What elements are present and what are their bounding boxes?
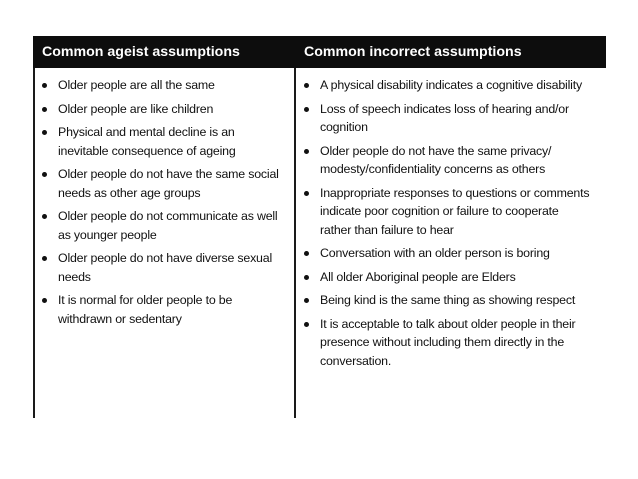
left-item-line: It is normal for older people to be	[58, 293, 233, 307]
bullet-icon	[304, 298, 309, 303]
left-item-line: Older people do not have the same social	[58, 167, 279, 181]
right-item-line: rather than failure to hear	[320, 222, 454, 237]
table-left-border	[33, 68, 35, 418]
left-item-line: needs as other age groups	[58, 185, 201, 200]
right-item	[303, 244, 603, 263]
bullet-icon	[42, 298, 47, 303]
bullet-icon	[304, 83, 309, 88]
column-divider	[294, 68, 296, 418]
bullet-icon	[42, 130, 47, 135]
left-item	[41, 165, 289, 202]
bullet-icon	[304, 251, 309, 256]
right-item	[303, 291, 603, 310]
right-item	[303, 76, 603, 95]
right-item-line: presence without including them directly in the	[320, 335, 565, 349]
right-item-line: Inappropriate responses to questions or comments	[320, 185, 590, 200]
right-column-header: Common incorrect assumptions	[304, 44, 522, 60]
right-item-line: conversation.	[320, 353, 392, 368]
right-item-line: cognition	[320, 120, 368, 134]
right-item	[303, 268, 603, 287]
right-item-line: Being kind is the same thing as showing respect	[320, 293, 576, 307]
left-item-line: Older people do not communicate as well	[58, 209, 278, 223]
right-item-line: indicate poor cognition or failure to cooperate	[320, 204, 559, 218]
bullet-icon	[42, 214, 47, 219]
right-item-line: A physical disability indicates a cognitive disability	[320, 78, 582, 92]
right-item-line: modesty/confidentiality concerns as others	[320, 162, 546, 176]
right-item	[303, 315, 603, 371]
bullet-icon	[304, 191, 309, 196]
bullet-icon	[42, 107, 47, 112]
left-item	[41, 207, 289, 244]
right-item	[303, 184, 603, 240]
left-item	[41, 249, 289, 286]
left-item-line: inevitable consequence of ageing	[58, 143, 236, 158]
left-item-line: as younger people	[58, 227, 157, 242]
right-item-line: Older people do not have the same privacy/	[320, 143, 552, 158]
bullet-icon	[304, 275, 309, 280]
left-item-line: Older people are like children	[58, 101, 214, 116]
bullet-icon	[42, 256, 47, 261]
bullet-icon	[304, 149, 309, 154]
left-item	[41, 76, 289, 95]
bullet-icon	[42, 83, 47, 88]
right-item	[303, 100, 603, 137]
assumptions-table	[33, 36, 606, 418]
right-item-line: Loss of speech indicates loss of hearing and/or	[320, 101, 569, 116]
left-item	[41, 100, 289, 119]
left-item-line: needs	[58, 269, 91, 284]
incorrect-assumptions-list	[303, 76, 603, 375]
left-item-line: Physical and mental decline is an	[58, 125, 235, 139]
bullet-icon	[42, 172, 47, 177]
left-item	[41, 123, 289, 160]
left-item-line: Older people are all the same	[58, 78, 215, 92]
right-item	[303, 142, 603, 179]
right-item-line: Conversation with an older person is boring	[320, 246, 550, 260]
left-item-line: Older people do not have diverse sexual	[58, 251, 272, 265]
right-item-line: All older Aboriginal people are Elders	[320, 269, 516, 284]
left-column-header: Common ageist assumptions	[42, 44, 240, 60]
bullet-icon	[304, 322, 309, 327]
table-header	[33, 36, 606, 68]
bullet-icon	[304, 107, 309, 112]
right-item-line: It is acceptable to talk about older people in their	[320, 316, 576, 331]
left-item-line: withdrawn or sedentary	[58, 311, 182, 326]
left-item	[41, 291, 289, 328]
ageist-assumptions-list	[41, 76, 289, 333]
